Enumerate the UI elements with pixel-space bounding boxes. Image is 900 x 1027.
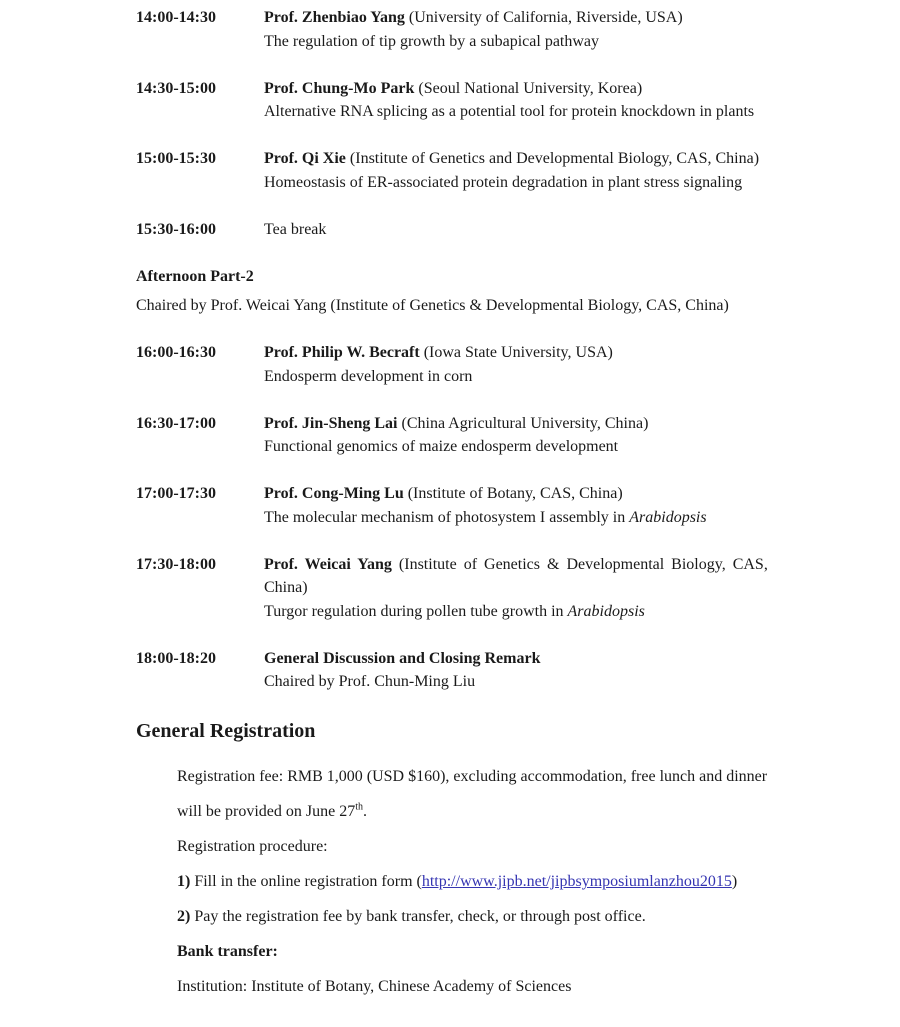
- speaker-line: [264, 77, 769, 101]
- schedule-row: [136, 553, 900, 624]
- schedule-row: [136, 6, 900, 53]
- speaker-name: Prof. Chung-Mo Park: [264, 79, 415, 97]
- time-slot: 18:00-18:20: [136, 649, 216, 667]
- speaker-line: [264, 6, 769, 30]
- italic-species-name: Arabidopsis: [567, 602, 645, 620]
- time-slot: 16:00-16:30: [136, 344, 216, 361]
- registration-fee-line2: will be provided on June 27th.: [177, 801, 367, 820]
- time-slot: 15:30-16:00: [136, 220, 216, 238]
- talk-title: Homeostasis of ER-associated protein degradation in plant stress signaling: [264, 173, 743, 191]
- afternoon-part2-heading: Afternoon Part-2: [136, 267, 254, 285]
- talk-title: Turgor regulation during pollen tube growth in Arabidopsis: [264, 602, 645, 620]
- schedule-row: [136, 482, 900, 529]
- speaker-affiliation: (Iowa State University, USA): [419, 344, 613, 361]
- time-slot: 14:30-15:00: [136, 79, 216, 97]
- schedule-row: [136, 218, 900, 242]
- speaker-name: Prof. Cong-Ming Lu: [264, 485, 404, 502]
- time-slot: 17:30-18:00: [136, 555, 216, 573]
- institution-line: Institution: Institute of Botany, Chinese Academy of Sciences: [177, 978, 572, 995]
- superscript-th: th: [355, 801, 363, 813]
- schedule-row: [136, 77, 900, 124]
- speaker-affiliation: (Seoul National University, Korea): [414, 79, 643, 97]
- registration-step-2: 2) Pay the registration fee by bank transfer, check, or through post office.: [177, 908, 646, 925]
- registration-form-link[interactable]: http://www.jipb.net/jipbsymposiumlanzhou2015: [421, 873, 732, 890]
- speaker-affiliation: (University of California, Riverside, USA): [404, 9, 683, 26]
- talk-title: Endosperm development in corn: [264, 367, 473, 385]
- schedule-row: [136, 412, 900, 459]
- speaker-name: Prof. Jin-Sheng Lai: [264, 414, 398, 432]
- speaker-line: [264, 147, 769, 171]
- speaker-name: Prof. Zhenbiao Yang: [264, 9, 405, 26]
- speaker-name: Prof. Philip W. Becraft: [264, 344, 420, 361]
- italic-species-name: Arabidopsis: [629, 508, 707, 526]
- speaker-line: [264, 553, 769, 577]
- schedule-row: [136, 647, 900, 694]
- registration-step-1: 1) Fill in the online registration form (http://www.jipb.net/jipbsymposiumlanzhou2015): [177, 873, 738, 890]
- break-label: Tea break: [264, 220, 327, 238]
- general-registration-heading: General Registration: [136, 720, 316, 742]
- step-number: 1): [177, 873, 191, 890]
- talk-title: Functional genomics of maize endosperm development: [264, 438, 619, 455]
- time-slot: 17:00-17:30: [136, 485, 216, 502]
- speaker-affiliation: (China Agricultural University, China): [397, 414, 649, 432]
- bank-transfer-label: Bank transfer:: [177, 943, 278, 960]
- speaker-name: Prof. Weicai Yang: [264, 555, 392, 573]
- talk-title: The regulation of tip growth by a subapical pathway: [264, 32, 600, 50]
- speaker-affiliation-continued: China): [264, 579, 308, 596]
- time-slot: 16:30-17:00: [136, 414, 216, 432]
- speaker-affiliation: (Institute of Genetics & Developmental Biology, CAS,: [391, 555, 768, 573]
- time-slot: 14:00-14:30: [136, 9, 216, 26]
- closing-remark-chair: Chaired by Prof. Chun-Ming Liu: [264, 673, 476, 690]
- schedule-row: [136, 147, 900, 194]
- registration-procedure-label: Registration procedure:: [177, 838, 328, 855]
- speaker-name: Prof. Qi Xie: [264, 150, 346, 167]
- step-number: 2): [177, 908, 191, 925]
- registration-section: [0, 717, 900, 1004]
- speaker-affiliation: (Institute of Genetics and Developmental Biology, CAS, China): [345, 150, 760, 167]
- time-slot: 15:00-15:30: [136, 150, 216, 167]
- registration-fee-line1: Registration fee: RMB 1,000 (USD $160), excluding accommodation, free lunch and dinner: [177, 768, 768, 785]
- talk-title: The molecular mechanism of photosystem I assembly in Arabidopsis: [264, 508, 707, 526]
- schedule-row: [136, 341, 900, 388]
- talk-title: Alternative RNA splicing as a potential tool for protein knockdown in plants: [264, 103, 755, 120]
- speaker-line: [264, 482, 769, 506]
- speaker-affiliation: (Institute of Botany, CAS, China): [403, 485, 623, 502]
- closing-remark-title: General Discussion and Closing Remark: [264, 649, 541, 667]
- speaker-line: [264, 341, 769, 365]
- speaker-line: [264, 412, 769, 436]
- session-chair-line: Chaired by Prof. Weicai Yang (Institute of Genetics & Developmental Biology, CAS, China): [136, 297, 729, 314]
